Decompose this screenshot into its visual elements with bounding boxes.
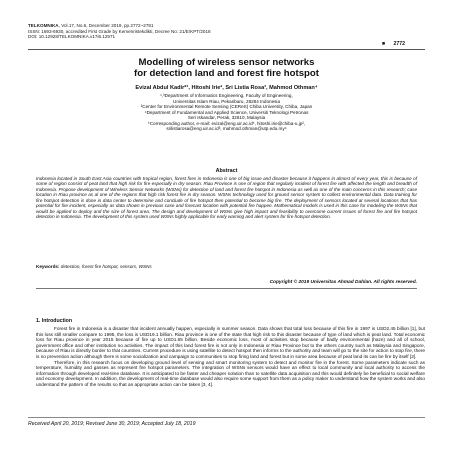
abstract-block	[36, 168, 417, 220]
title-line-2: for detection land and forest fire hotspot	[134, 68, 319, 80]
issn-line: ISSN: 1693-6930, accredited First Grade by Kemenristekdikti, Decree No: 21/E/KPT/2018	[28, 28, 211, 34]
abstract-divider	[36, 288, 417, 289]
doi-line: DOI: 10.12928/TELKOMNIKA.v17i6.12971	[28, 34, 116, 40]
title-line-1: Modelling of wireless sensor networks	[138, 57, 315, 68]
paper-title	[28, 57, 425, 79]
affiliations	[40, 93, 413, 132]
keywords-line	[36, 264, 417, 269]
abstract-heading: Abstract	[215, 168, 238, 174]
affiliation-line: ¹,³Department of Informatics Engineering, Faculty of Engineering,	[160, 93, 293, 98]
affiliation-line: Seri Iskandar, Perak, 32610, Malaysia	[187, 115, 266, 120]
affiliation-line: ⁴Department of Fundamental and Applied Science, Universiti Teknologi Petronas	[144, 109, 309, 115]
page-marker-icon: ■	[381, 41, 385, 47]
keywords-text: detection, forest fire hotspot, sensors, WSNs	[60, 264, 152, 269]
section-heading: 1. Introduction	[36, 318, 73, 324]
footer-divider	[28, 417, 425, 418]
intro-paragraph: Therefore, in this research focus on developing ground level of sensing and smart monitoring system to detect and monitor fire in the forest. Some parameters indicate such as temperature, humidity and gasses as represent fire hotspot parameters. The integration of WSNs sensors would have an effect to local community and local authority to access the information through developed real-time database. It is anticipated to be faster and cheaper solution than to satellite data acquisition and this would definitely be beneficial to social welfare and economy development. In addition, the development of real-time database would also require some support from them as a policy maker to understand how the system works and also understand the pattern of the results so that an appropriate action can be taken [3, 4].	[36, 359, 425, 387]
author-list: Evizal Abdul Kadir*¹, Hitoshi Irie², Sri Listia Rosa³, Mahmod Othman⁴	[135, 85, 318, 91]
abstract-text: Indonesia located in South East Asia countries with tropical region, forest fires in Indonesia is one of big issue and disaster because it happens in almost of every year, this is because of some of region consist of peat land that high risk for fire especially in dry season. Riau Province is one of region that regularly incident of forest fire with affected the length and breadth of Indonesia. Propose development of Wireless Sensor Networks (WSNs) for detection of land and forest fire hotspot in Indonesia as well as one of the main concerns in this research; case location in Riau province as al one of the regions that high risk forest fire in dry season. WSNs technology used for ground sensor system to collect environmental data. Data training for fire hotspot detection is done in data center to determine and conclude of fire hotspot then potential to become big fire. The deployment of sensors located at several locations that has potential for fire incident, especially as data shown in previous case and forecast location with potential fire happen. Mathematical models is used in this case for modeling the WSNs that would be applied to deploy and the size of forest area. The design and development of WSNs give high impact and feasibility to overcome current issues of forest fire and fire hotspot detection in Indonesia. The development of this system used WSNs highly applicable for early warning and alert system for fire hotspot detection.	[36, 175, 417, 219]
affiliation-line: ²Center for Environmental Remote Sensing (CEReS) Chiba University, Chiba, Japan	[140, 104, 313, 109]
corresponding-line: *Corresponding author, e-mail: evizal@eng.uir.ac.id*, hitoshi.irie@chiba-u.jp²,	[147, 120, 306, 126]
journal-name: TELKOMNIKA	[28, 23, 59, 28]
intro-paragraph: Forest fire in Indonesia is a disaster that incident annually happen, especially in summer season. Data shows that total loss because of this fire in 1997 is USD2.45 billion [1], but this loss still smaller compare to 1995, the loss is USD19.1 billion. Riau province is one of the state that high risk to this disaster because of type of land which is peat land. Total economic loss for Riau province in year 2015 because of fire up to USD1.65 billion. Beside economic loss, most of activities stop because of badly environmental (haze) and all of school, government office and other institution no activities. The impact of this land forest fire is not only in Indonesia or Riau Province but to the others country such as Malaysia and Singapore, because of Riau is directly border to that countries. Current procedure is using satellite to detect hotspot then informs to the authority and team will go to the site for action to stop fire, there is no prevention action although there is some socialization and campaign to communities to stop firing land and forest but in some area because of peat land its can be fire by itself [2].	[36, 326, 425, 359]
received-dates: Received April 20, 2019; Revised June 30, 2019; Accepted July 18, 2019	[28, 421, 196, 427]
volume-line: Vol.17, No.6, December 2019, pp.2772~2781	[61, 23, 154, 28]
page-number: 2772	[393, 41, 405, 47]
copyright-notice: Copyright © 2019 Universitas Ahmad Dahlan. All rights reserved.	[269, 280, 417, 285]
header-divider	[28, 49, 425, 50]
keywords-label: Keywords:	[36, 264, 60, 269]
affiliation-line: Universitas Islam Riau, Pekanbaru, 28284 Indonesia	[173, 98, 280, 104]
journal-header: TELKOMNIKA, Vol.17, No.6, December 2019, pp.2772~2781 ISSN: 1693-6930, accredited First Grade by Kemenristekdikti, Decree No: 21/E/KPT/2018 DOI: 10.12928/TELKOMNIKA.v17i6.12971	[28, 23, 211, 40]
introduction-body	[36, 326, 425, 388]
corresponding-line: srilistiarosa@eng.uir.ac.id³, mahmod.othman@utp.edu.my⁴	[166, 126, 287, 131]
